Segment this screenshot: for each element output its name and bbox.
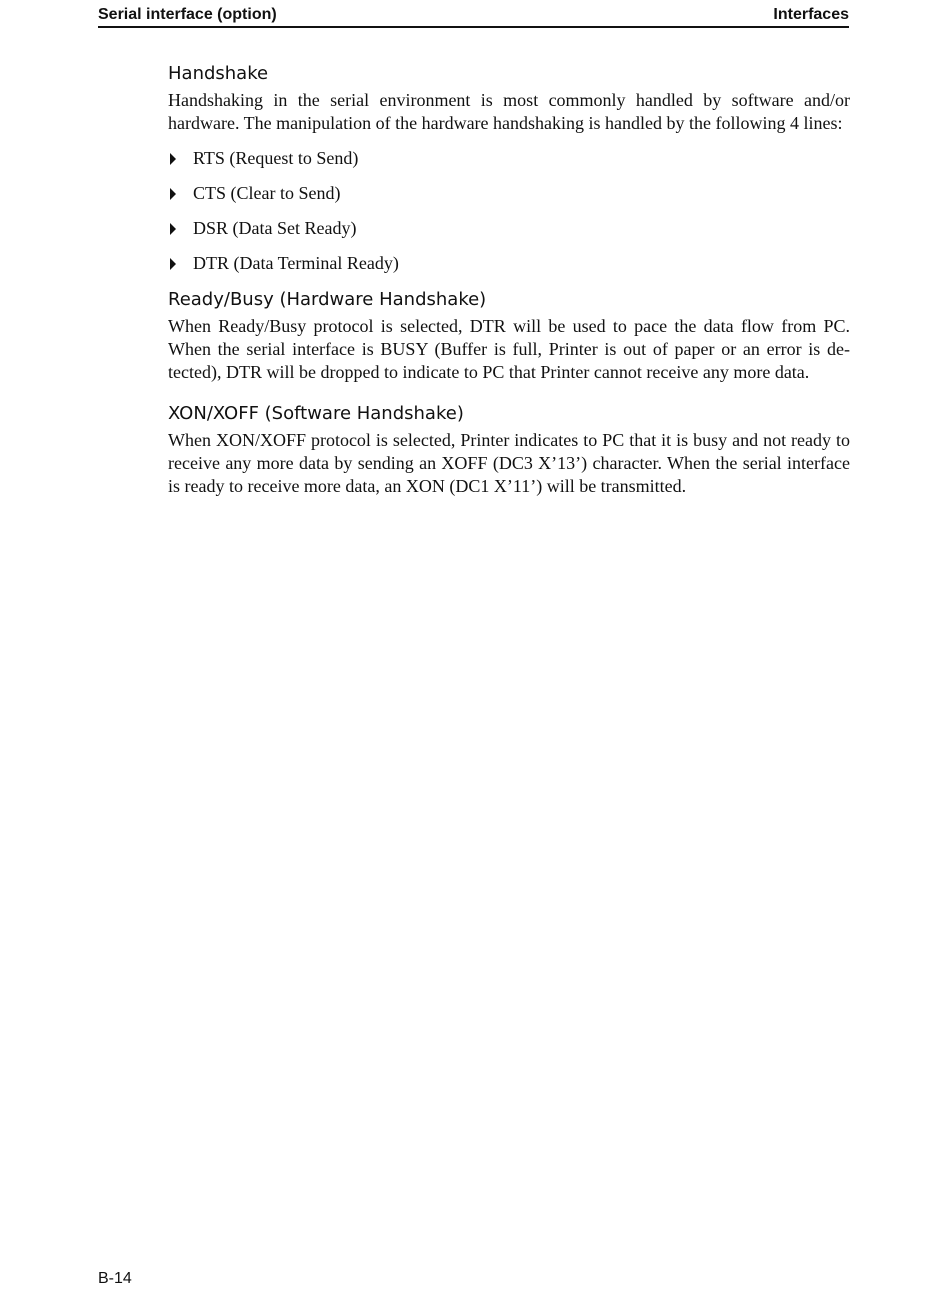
section-body: Handshaking in the serial environment is most commonly handled by software and/or hardware. The manipulation of the hardware handshaking is handled by the following 4 lines:	[168, 90, 850, 133]
list-item-text: RTS (Request to Send)	[193, 148, 359, 168]
header-chapter-title: Interfaces	[773, 6, 849, 23]
list-item	[168, 147, 850, 170]
section-title: Ready/Busy (Hardware Handshake)	[168, 289, 487, 310]
section-body: When Ready/Busy protocol is selected, DTR will be used to pace the data flow from PC. When the serial interface is BUSY (Buffer is full, Printer is out of paper or an error is detected), DTR will be dropped to indicate to PC that Printer cannot receive any more data.	[168, 316, 850, 382]
page-content	[168, 62, 850, 498]
list-item	[168, 252, 850, 275]
section-handshake	[168, 62, 850, 275]
list-item-text: CTS (Clear to Send)	[193, 183, 341, 203]
triangle-bullet-icon	[170, 223, 176, 235]
bullet-list	[168, 147, 850, 275]
list-item-text: DTR (Data Terminal Ready)	[193, 253, 399, 273]
section-ready-busy	[168, 288, 850, 384]
list-item-text: DSR (Data Set Ready)	[193, 218, 357, 238]
list-item	[168, 217, 850, 240]
section-title: Handshake	[168, 63, 269, 84]
section-title: XON/XOFF (Software Handshake)	[168, 403, 464, 424]
triangle-bullet-icon	[170, 258, 176, 270]
triangle-bullet-icon	[170, 153, 176, 165]
page-header	[98, 4, 849, 28]
header-section-title: Serial interface (option)	[98, 6, 277, 23]
triangle-bullet-icon	[170, 188, 176, 200]
section-xon-xoff	[168, 402, 850, 498]
page-number: B-14	[98, 1270, 132, 1287]
section-body: When XON/XOFF protocol is selected, Printer indicates to PC that it is busy and not ready to receive any more data by sending an XOFF (DC3 X’13’) character. When the serial interface is ready to receive more data, an XON (DC1 X’11’) will be transmitted.	[168, 430, 850, 496]
list-item	[168, 182, 850, 205]
